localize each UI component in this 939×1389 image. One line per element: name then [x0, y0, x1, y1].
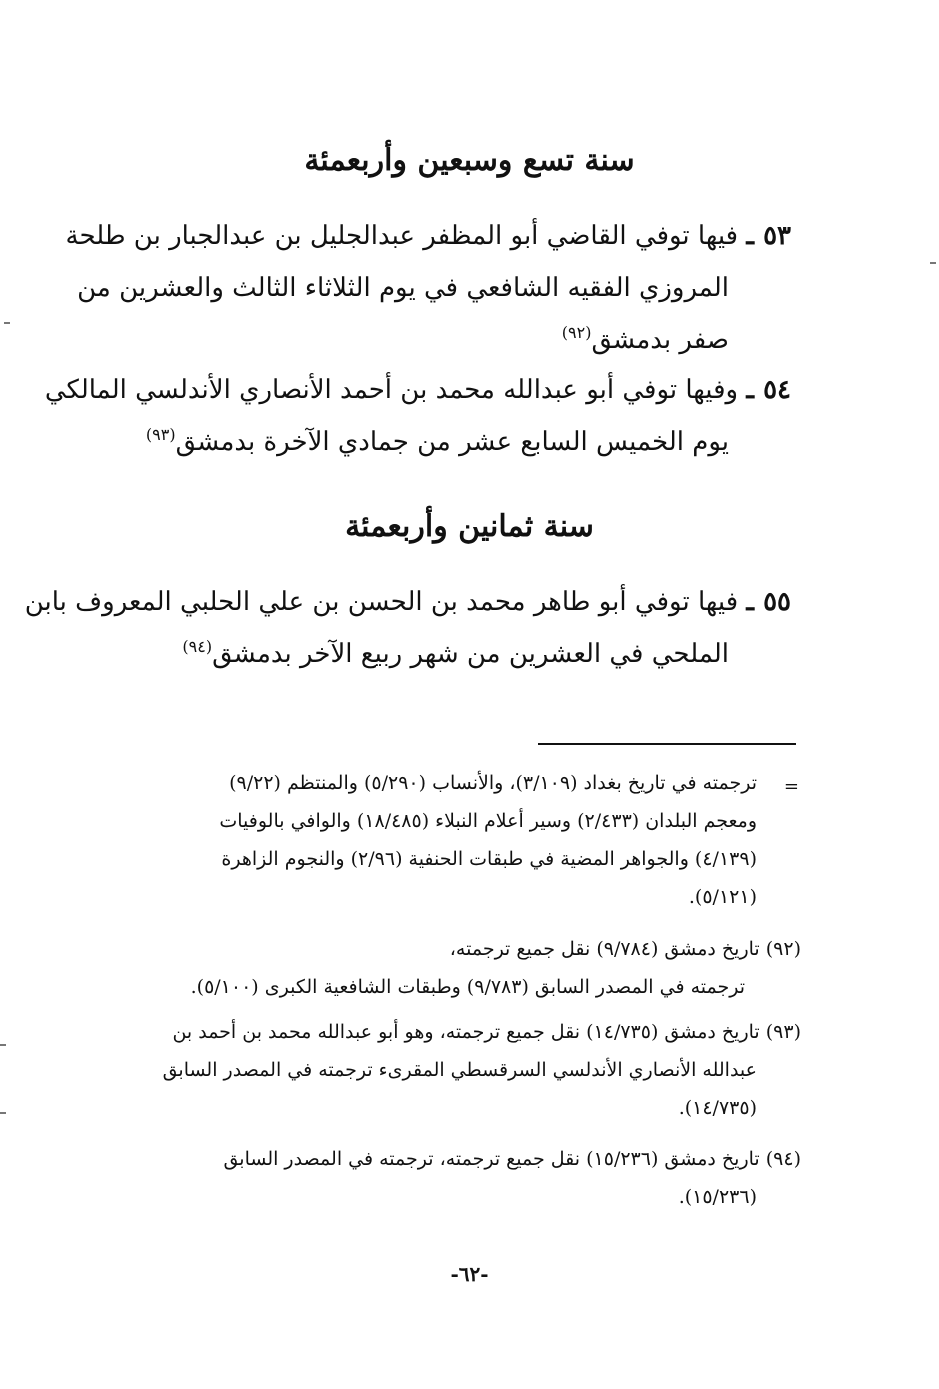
entry-54-line-1: [44, 364, 791, 416]
section-heading-479: سنة تسع وسبعين وأربعمئة: [304, 143, 635, 178]
entry-54: [44, 364, 791, 468]
entry-55-text-1: فيها توفي أبو طاهر محمد بن الحسن بن علي الحلبي المعروف بابن: [24, 587, 739, 617]
entry-55: [24, 576, 791, 680]
entry-54-text-2: يوم الخميس السابع عشر من جمادي الآخرة بدمشق: [175, 427, 729, 457]
entry-53-number: ٥٣ ـ: [746, 221, 791, 251]
footnote-93-line-3: (١٤/٧٣٥).: [678, 1097, 757, 1119]
footnote-93-line-1: (٩٣) تاريخ دمشق (١٤/٧٣٥) نقل جميع ترجمته، وهو أبو عبدالله محمد بن أحمد بن: [172, 1021, 801, 1043]
footnote-94-line-1: (٩٤) تاريخ دمشق (١٥/٢٣٦) نقل جميع ترجمته، ترجمته في المصدر السابق: [223, 1148, 801, 1170]
entry-53: [65, 210, 791, 366]
entry-55-text-2: الملحي في العشرين من شهر ربيع الآخر بدمشق: [212, 639, 729, 669]
footnote-continued: [101, 764, 801, 916]
footnote-94-line-2: (١٥/٢٣٦).: [678, 1186, 757, 1208]
footnote-cont-line-4: (٥/١٢١).: [688, 886, 757, 908]
footnote-cont-line-1: ترجمته في تاريخ بغداد (٣/١٠٩)، والأنساب (٥/٢٩٠) والمنتظم (٩/٢٢): [229, 772, 757, 794]
continuation-mark: =: [783, 776, 799, 797]
scan-edge-mark: [0, 1044, 6, 1046]
footnote-92-line-2: ترجمته في المصدر السابق (٩/٧٨٣) وطبقات الشافعية الكبرى (٥/١٠٠).: [190, 976, 745, 998]
footnote-ref-93: (٩٣): [145, 425, 176, 444]
entry-55-line-2: [101, 628, 729, 680]
footnote-cont-line-3: (٤/١٣٩) والجواهر المضية في طبقات الحنفية (٢/٩٦) والنجوم الزاهرة: [221, 848, 757, 870]
footnote-separator: [538, 743, 796, 745]
footnote-ref-94: (٩٤): [182, 637, 213, 656]
entry-53-text-1: فيها توفي القاضي أبو المظفر عبدالجليل بن عبدالجبار بن طلحة: [65, 221, 739, 251]
entry-54-line-2: [101, 416, 729, 468]
footnote-94: [101, 1140, 801, 1216]
entry-53-line-2: المروزي الفقيه الشافعي في يوم الثلاثاء الثالث والعشرين من: [77, 273, 729, 303]
section-heading-480: سنة ثمانين وأربعمئة: [345, 509, 594, 544]
entry-55-line-1: [24, 576, 791, 628]
footnote-93: [101, 1013, 801, 1127]
footnote-92-line-1: (٩٢) تاريخ دمشق (٩/٧٨٤) نقل جميع ترجمته،: [449, 938, 801, 960]
entry-53-text-3: صفر بدمشق: [591, 325, 729, 355]
scan-edge-mark: [4, 322, 10, 324]
entry-53-line-1: [65, 210, 791, 262]
footnote-cont-line-2: ومعجم البلدان (٢/٤٣٣) وسير أعلام النبلاء (١٨/٤٨٥) والوافي بالوفيات: [219, 810, 757, 832]
footnote-92: [101, 930, 801, 1006]
entry-55-number: ٥٥ ـ: [746, 587, 791, 617]
footnote-93-line-2: عبدالله الأنصاري الأندلسي السرقسطي المقرىء ترجمته في المصدر السابق: [162, 1059, 757, 1081]
entry-54-number: ٥٤ ـ: [746, 375, 791, 405]
page-number: -٦٢-: [450, 1262, 489, 1286]
entry-54-text-1: وفيها توفي أبو عبدالله محمد بن أحمد الأنصاري الأندلسي المالكي: [44, 375, 739, 405]
scan-edge-mark: [0, 1112, 6, 1114]
scan-edge-mark: [930, 262, 936, 264]
footnote-ref-92: (٩٢): [561, 323, 592, 342]
entry-53-line-3: [101, 314, 729, 366]
